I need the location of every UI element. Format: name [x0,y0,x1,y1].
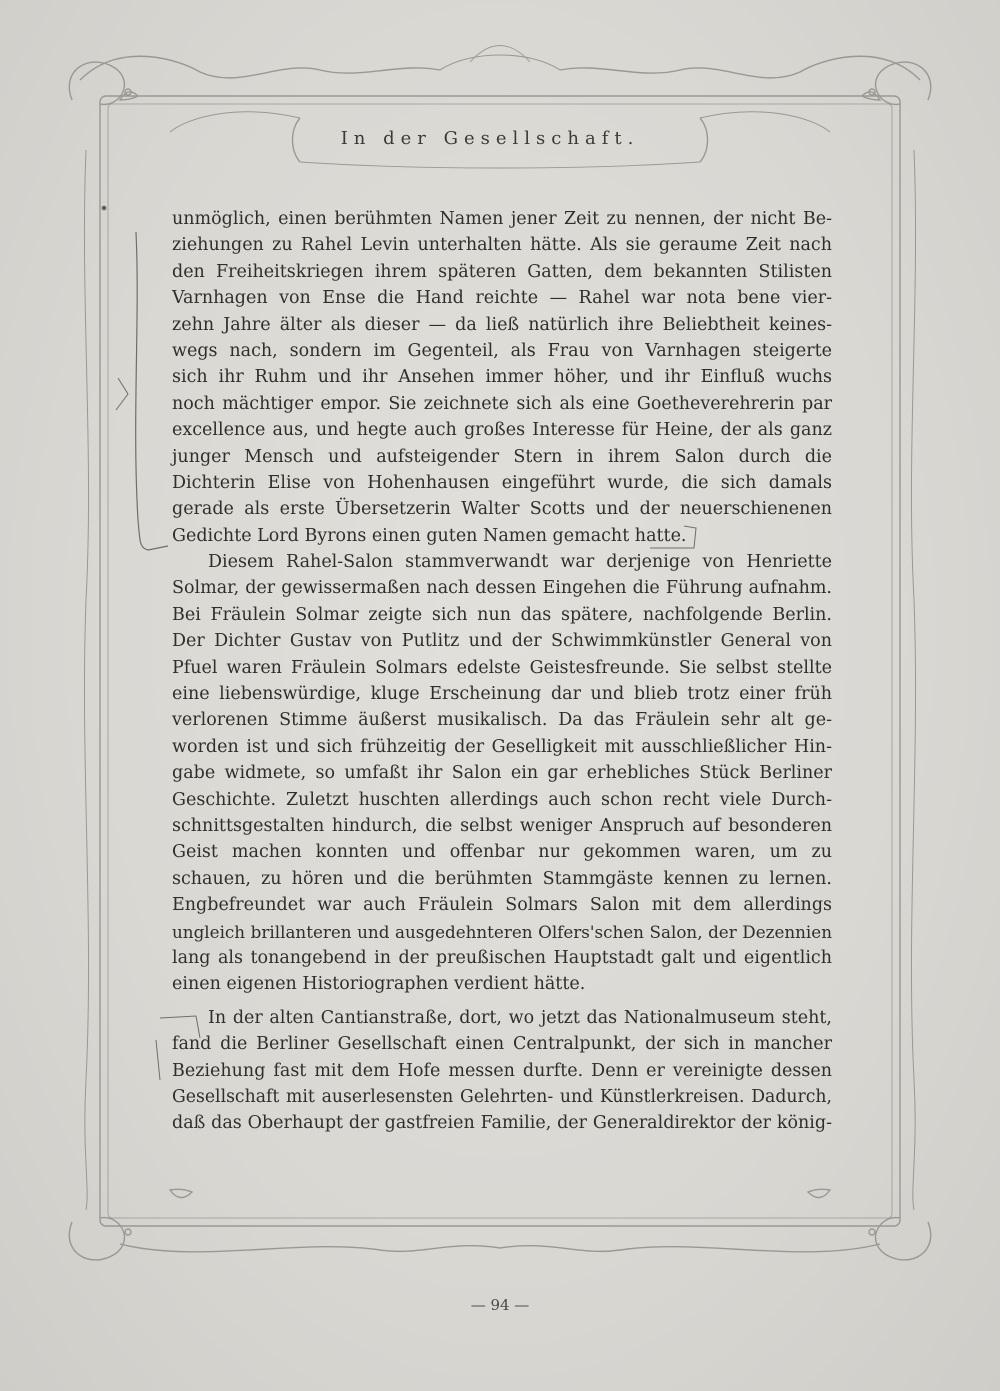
running-header: In der Gesellschaft. [340,128,640,149]
text-line: ziehungen zu Rahel Levin unterhalten hätte. Als sie geraume Zeit nach [172,235,832,256]
text-line: gerade als erste Übersetzerin Walter Scotts und der neuerschienenen [172,499,832,520]
text-line: sich ihr Ruhm und ihr Ansehen immer höher, und ihr Einfluß wuchs [172,367,832,388]
text-line: Dichterin Elise von Hohenhausen eingeführt wurde, die sich damals [172,472,832,493]
paragraph-gap [172,998,832,1005]
text-line: schnittsgestalten hindurch, die selbst weniger Anspruch auf besonderen [172,815,832,836]
text-line: Beziehung fast mit dem Hofe messen durfte. Denn er vereinigte dessen [172,1060,832,1081]
text-line: Geist machen konnten und offenbar nur gekommen waren, um zu [172,842,832,863]
text-line: zehn Jahre älter als dieser — da ließ natürlich ihre Beliebtheit keines- [172,314,832,335]
text-line: noch mächtiger empor. Sie zeichnete sich als eine Goetheverehrerin par [172,393,832,414]
text-line: Engbefreundet war auch Fräulein Solmars Salon mit dem allerdings [172,895,832,916]
text-line: excellence aus, und hegte auch großes Interesse für Heine, der als ganz [172,420,832,441]
text-line: Bei Fräulein Solmar zeigte sich nun das spätere, nachfolgende Berlin. [172,604,832,625]
text-line: Pfuel waren Fräulein Solmars edelste Geistesfreunde. Sie selbst stellte [172,657,832,678]
text-line: den Freiheitskriegen ihrem späteren Gatten, dem bekannten Stilisten [172,261,832,282]
body-text [172,206,832,1137]
text-line: junger Mensch und aufsteigender Stern in ihrem Salon durch die [172,446,832,467]
text-line: verlorenen Stimme äußerst musikalisch. Da das Fräulein sehr alt ge- [172,710,832,731]
text-line: einen eigenen Historiographen verdient hätte. [172,974,586,995]
page-number: — 94 — [470,1296,530,1314]
text-line: Gesellschaft mit auserlesensten Gelehrten- und Künstlerkreisen. Dadurch, [172,1086,832,1107]
text-line: eine liebenswürdige, kluge Erscheinung dar und blieb trotz einer früh [172,684,832,705]
text-line: Gedichte Lord Byrons einen guten Namen gemacht hatte. [172,525,687,546]
text-line: lang als tonangebend in der preußischen Hauptstadt galt und eigentlich [172,947,832,968]
text-line: schauen, zu hören und die berühmten Stammgäste kennen zu lernen. [172,868,832,889]
text-line: Varnhagen von Ense die Hand reichte — Rahel war nota bene vier- [172,288,832,309]
paragraph-start-line: In der alten Cantianstraße, dort, wo jetzt das Nationalmuseum steht, [208,1007,832,1028]
text-line: Der Dichter Gustav von Putlitz und der Schwimmkünstler General von [172,631,832,652]
text-line: Geschichte. Zuletzt huschten allerdings auch schon recht viele Durch- [172,789,832,810]
text-line: gabe widmete, so umfaßt ihr Salon ein gar erhebliches Stück Berliner [172,763,832,784]
paragraph-start-line: Diesem Rahel-Salon stammverwandt war derjenige von Henriette [208,552,832,573]
text-line: wegs nach, sondern im Gegenteil, als Frau von Varnhagen steigerte [172,340,832,361]
text-line: unmöglich, einen berühmten Namen jener Zeit zu nennen, der nicht Be- [172,209,832,229]
text-line: daß das Oberhaupt der gastfreien Familie, der Generaldirektor der könig- [172,1113,832,1134]
text-line: ungleich brillanteren und ausgedehnteren Olfers'schen Salon, der Dezennien [172,921,832,942]
text-line: Solmar, der gewissermaßen nach dessen Eingehen die Führung aufnahm. [172,578,832,599]
text-line: worden ist und sich frühzeitig der Geselligkeit mit ausschließlicher Hin- [172,736,832,757]
text-line: fand die Berliner Gesellschaft einen Centralpunkt, der sich in mancher [172,1034,832,1055]
